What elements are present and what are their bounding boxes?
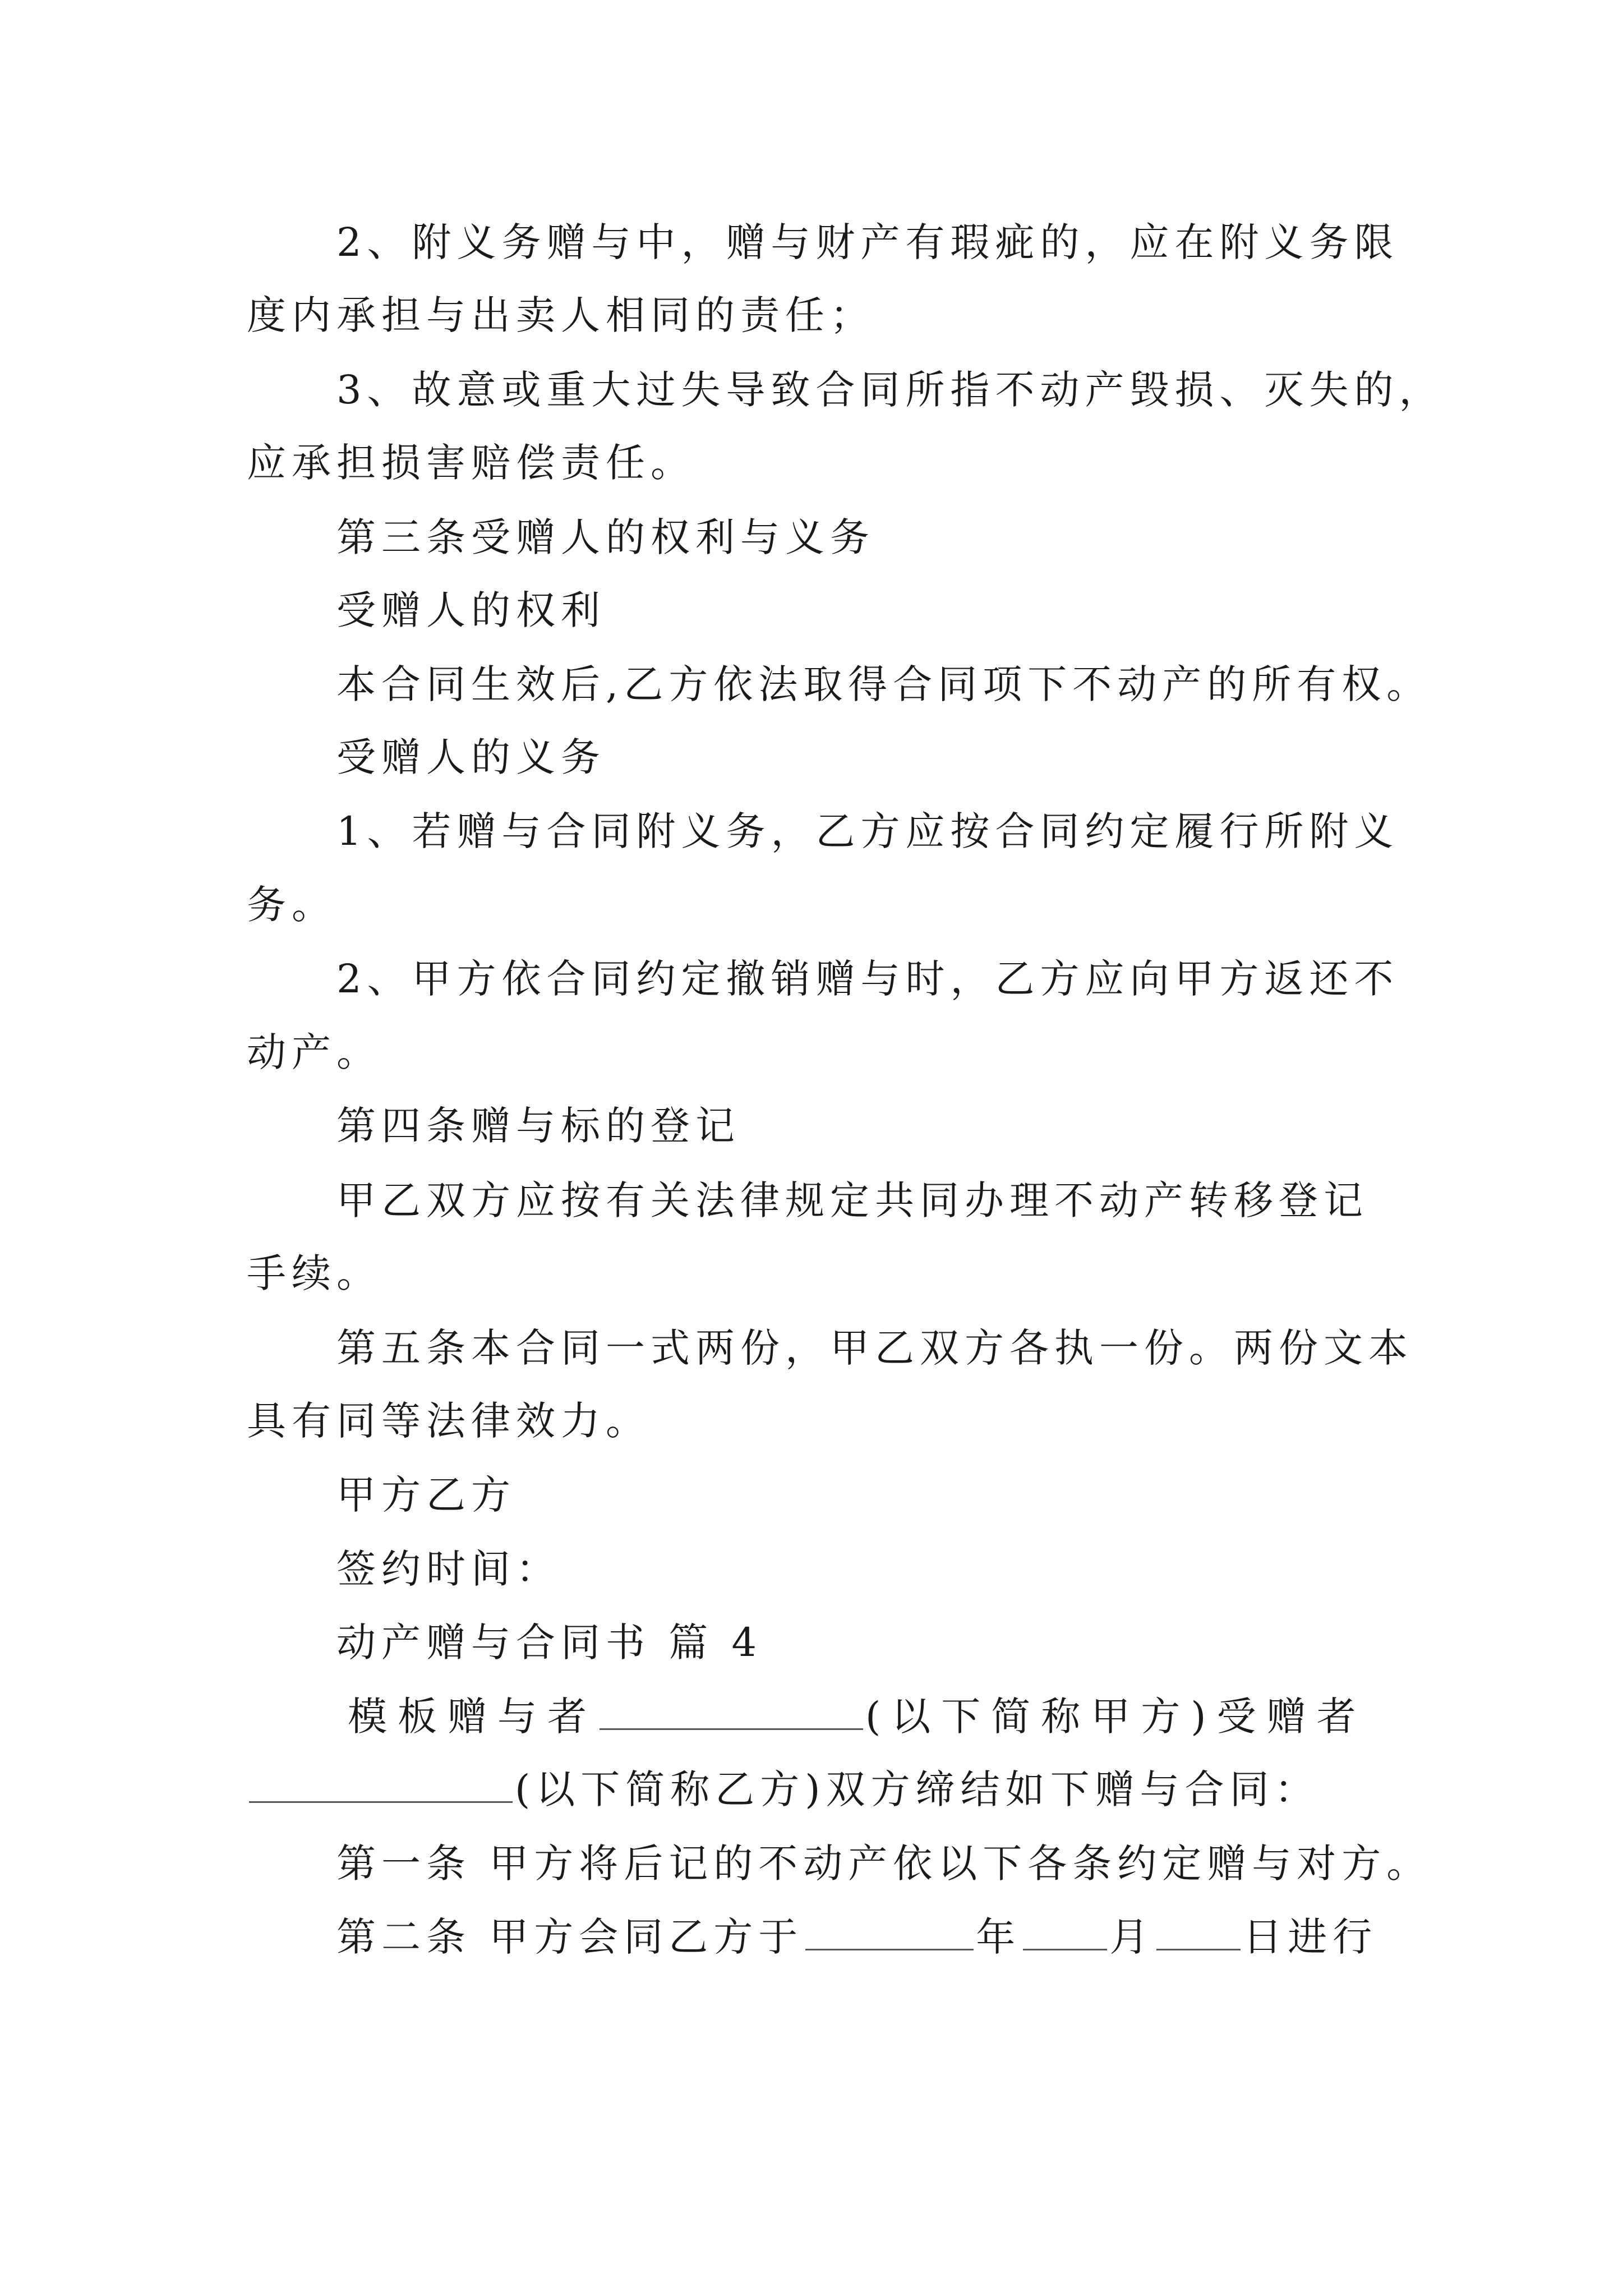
article-line: 第一条 甲方将后记的不动产依以下各条约定赠与对方。 [336, 1841, 1432, 1887]
recipient-label: (以下简称甲方)受赠者 [865, 1694, 1367, 1740]
text-line: 受赠人的义务 [336, 734, 606, 780]
text-line: 应承担损害赔偿责任。 [247, 440, 695, 486]
text-line: 务。 [247, 882, 336, 928]
year-blank [805, 1914, 974, 1950]
text-line: 3、故意或重大过失导致合同所指不动产毁损、灭失的， [336, 367, 1444, 413]
text-line: 甲乙双方应按有关法律规定共同办理不动产转移登记 [336, 1177, 1368, 1223]
day-label: 日进行 [1243, 1914, 1378, 1960]
template-line [348, 1688, 1367, 1745]
text-line: 受赠人的权利 [336, 587, 606, 633]
day-blank [1156, 1914, 1241, 1950]
article2-text: 第二条 甲方会同乙方于 [336, 1914, 804, 1960]
text-line: 甲方乙方 [336, 1472, 516, 1518]
text-line: 度内承担与出卖人相同的责任； [247, 292, 875, 338]
text-line: 动产。 [247, 1029, 381, 1075]
text-line: 签约时间： [336, 1546, 561, 1592]
year-label: 年 [976, 1914, 1021, 1960]
text-line: 2、甲方依合同约定撤销赠与时，乙方应向甲方返还不 [336, 956, 1399, 1002]
text-line: 手续。 [247, 1250, 381, 1296]
section-heading: 动产赠与合同书 篇 4 [336, 1619, 763, 1665]
month-label: 月 [1109, 1914, 1155, 1960]
text-line: 本合同生效后,乙方依法取得合同项下不动产的所有权。 [336, 661, 1432, 707]
section-heading: 第三条受赠人的权利与义务 [336, 514, 875, 560]
section-heading: 第四条赠与标的登记 [336, 1103, 740, 1149]
text-line: 具有同等法律效力。 [247, 1398, 651, 1444]
donor-blank [600, 1694, 863, 1730]
template-line [247, 1761, 1320, 1818]
article-line [336, 1909, 1377, 1965]
month-blank [1023, 1914, 1107, 1950]
recipient-blank [249, 1766, 513, 1803]
donor-label: 模板赠与者 [348, 1694, 597, 1740]
text-line: 1、若赠与合同附义务，乙方应按合同约定履行所附义 [336, 808, 1399, 854]
contract-intro: (以下简称乙方)双方缔结如下赠与合同： [515, 1766, 1320, 1812]
text-line: 第五条本合同一式两份，甲乙双方各执一份。两份文本 [336, 1325, 1413, 1371]
text-line: 2、附义务赠与中，赠与财产有瑕疵的，应在附义务限 [336, 219, 1399, 265]
